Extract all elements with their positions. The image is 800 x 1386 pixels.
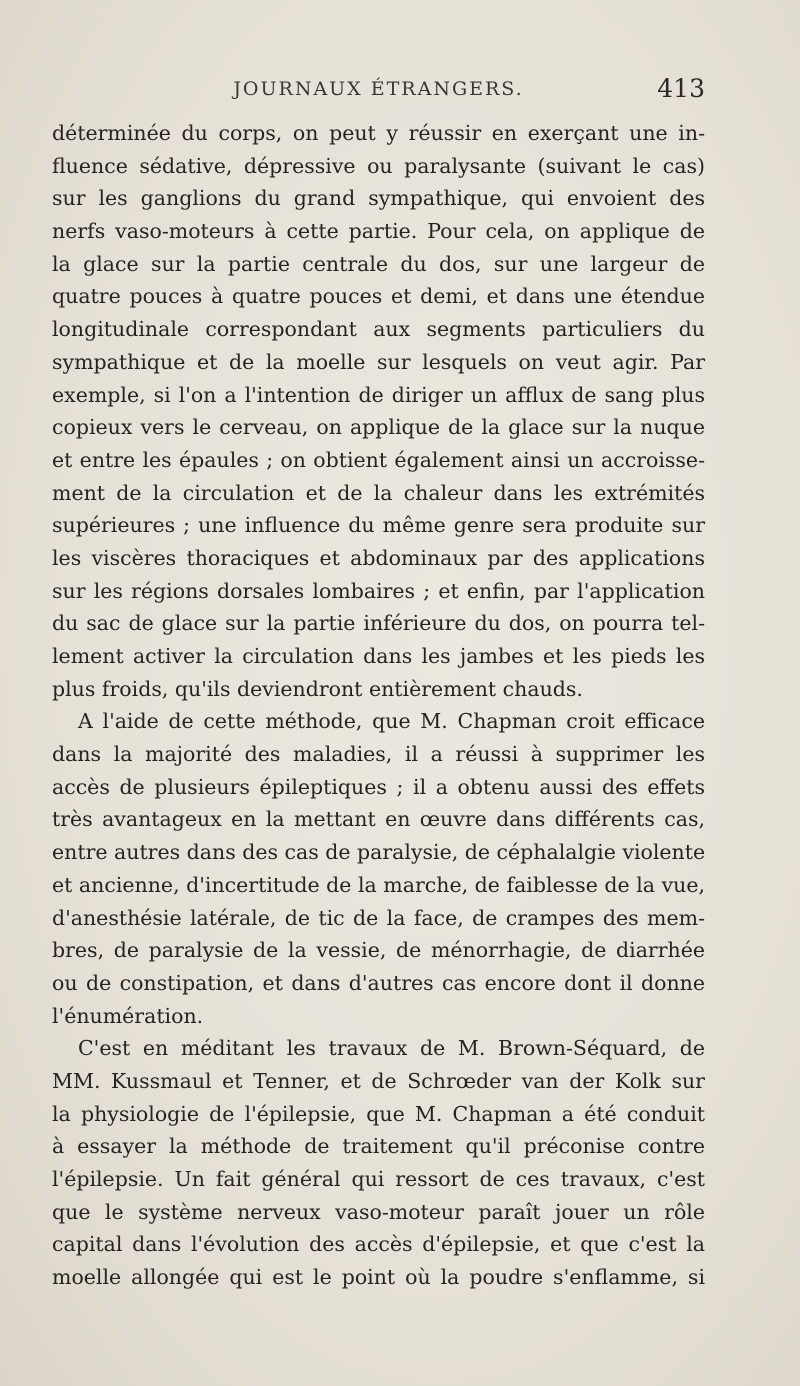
text-line: à essayer la méthode de traitement qu'il préconise contre: [52, 1134, 705, 1159]
text-line: dans la majorité des maladies, il a réussi à supprimer les: [52, 742, 705, 767]
text-line: d'anesthésie latérale, de tic de la face, de crampes des mem-: [52, 905, 705, 930]
running-head: [52, 74, 705, 108]
text-line: la physiologie de l'épilepsie, que M. Chapman a été conduit: [52, 1101, 705, 1126]
text-line: C'est en méditant les travaux de M. Brown-Séquard, de: [78, 1036, 705, 1061]
text-line: que le système nerveux vaso-moteur paraît jouer un rôle: [52, 1199, 705, 1224]
text-line: et entre les épaules ; on obtient également ainsi un accroisse-: [52, 447, 705, 472]
text-line: du sac de glace sur la partie inférieure du dos, on pourra tel-: [52, 611, 705, 636]
text-line: A l'aide de cette méthode, que M. Chapman croit efficace: [78, 709, 705, 734]
text-line: accès de plusieurs épileptiques ; il a obtenu aussi des effets: [52, 774, 705, 799]
text-line: capital dans l'évolution des accès d'épilepsie, et que c'est la: [52, 1232, 705, 1257]
running-title: JOURNAUX ÉTRANGERS.: [233, 78, 524, 100]
text-line: plus froids, qu'ils deviendront entièrement chauds.: [52, 676, 583, 701]
text-line: l'énumération.: [52, 1003, 204, 1028]
text-line: lement activer la circulation dans les jambes et les pieds les: [52, 644, 705, 668]
text-line: l'épilepsie. Un fait général qui ressort de ces travaux, c'est: [52, 1167, 705, 1191]
text-line: ou de constipation, et dans d'autres cas encore dont il donne: [52, 970, 705, 995]
text-line: les viscères thoraciques et abdominaux par des applications: [52, 545, 705, 570]
text-line: fluence sédative, dépressive ou paralysante (suivant le cas): [52, 153, 705, 178]
text-line: déterminée du corps, on peut y réussir en exerçant une in-: [52, 121, 705, 145]
body-text: [52, 117, 705, 1294]
text-line: bres, de paralysie de la vessie, de ménorrhagie, de diarrhée: [52, 938, 705, 963]
text-line: sympathique et de la moelle sur lesquels on veut agir. Par: [52, 349, 705, 374]
text-line: copieux vers le cerveau, on applique de la glace sur la nuque: [52, 415, 705, 440]
text-line: sur les régions dorsales lombaires ; et enfin, par l'application: [52, 578, 705, 603]
text-line: supérieures ; une influence du même genre sera produite sur: [52, 513, 705, 538]
text-line: longitudinale correspondant aux segments particuliers du: [52, 317, 705, 342]
text-line: entre autres dans des cas de paralysie, de céphalalgie violente: [52, 840, 706, 865]
text-line: exemple, si l'on a l'intention de diriger un afflux de sang plus: [52, 382, 705, 407]
text-line: et ancienne, d'incertitude de la marche, de faiblesse de la vue,: [52, 872, 705, 897]
text-line: nerfs vaso-moteurs à cette partie. Pour cela, on applique de: [52, 219, 705, 244]
text-line: ment de la circulation et de la chaleur dans les extrémités: [52, 480, 705, 505]
text-line: MM. Kussmaul et Tenner, et de Schrœder van der Kolk sur: [52, 1068, 705, 1093]
text-line: quatre pouces à quatre pouces et demi, et dans une étendue: [52, 284, 705, 309]
text-line: très avantageux en la mettant en œuvre dans différents cas,: [52, 807, 705, 832]
page-number: 413: [657, 74, 705, 103]
text-line: moelle allongée qui est le point où la poudre s'enflamme, si: [52, 1265, 705, 1290]
text-line: sur les ganglions du grand sympathique, qui envoient des: [52, 186, 705, 211]
text-line: la glace sur la partie centrale du dos, sur une largeur de: [52, 251, 705, 276]
